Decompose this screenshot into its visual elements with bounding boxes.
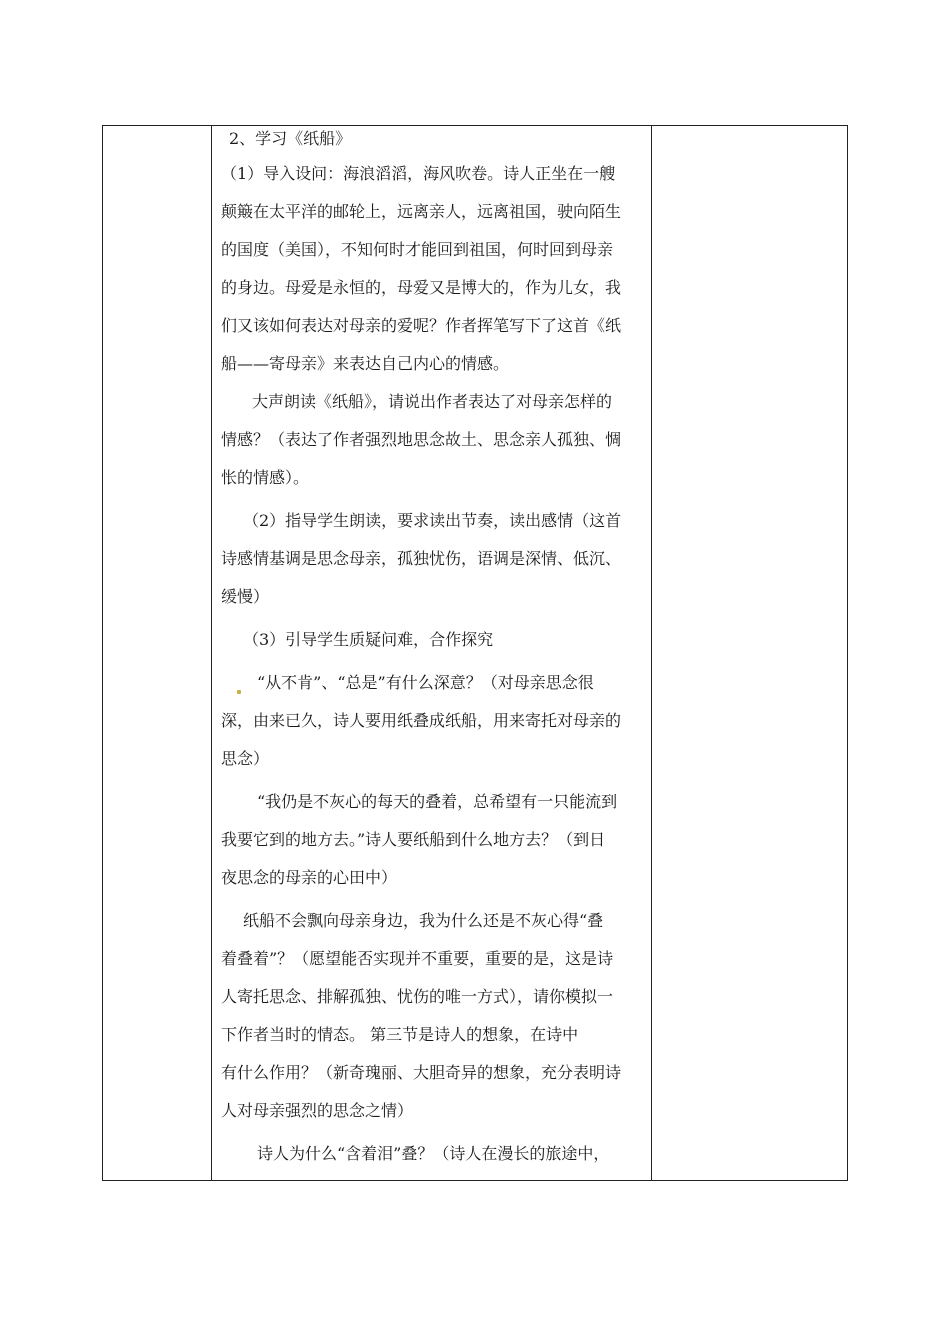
paragraph-line: “从不肯”、“总是”有什么深意？（对母亲思念很 — [257, 673, 594, 692]
paragraph-line: （1）导入设问：海浪滔滔，海风吹卷。诗人正坐在一艘 — [221, 164, 616, 183]
paragraph-line: （3）引导学生质疑问难，合作探究 — [243, 630, 494, 649]
paragraph-line: 着叠着”？（愿望能否实现并不重要，重要的是，这是诗 — [221, 949, 614, 968]
paragraph-line: 深，由来已久，诗人要用纸叠成纸船，用来寄托对母亲的 — [221, 711, 622, 730]
paragraph-line: 的身边。母爱是永恒的，母爱又是博大的，作为儿女，我 — [221, 278, 622, 297]
paragraph-line: 诗感情基调是思念母亲，孤独忧伤，语调是深情、低沉、 — [221, 549, 622, 568]
paragraph-line: 我要它到的地方去。”诗人要纸船到什么地方去？（到日 — [221, 830, 606, 849]
paragraph-line: 诗人为什么“含着泪”叠？（诗人在漫长的旅途中， — [257, 1144, 610, 1163]
paragraph-line: 人寄托思念、排解孤独、忧伤的唯一方式），请你模拟一 — [221, 987, 614, 1006]
paragraph-line: 颠簸在太平洋的邮轮上，远离亲人，远离祖国，驶向陌生 — [221, 202, 622, 221]
paragraph-line: 有什么作用？（新奇瑰丽、大胆奇异的想象，充分表明诗 — [221, 1063, 622, 1082]
paragraph-line: 怅的情感）。 — [221, 468, 310, 487]
paragraph-line: “我仍是不灰心的每天的叠着，总希望有一只能流到 — [257, 792, 618, 811]
paragraph-line: 大声朗读《纸船》，请说出作者表达了对母亲怎样的 — [252, 392, 613, 411]
paragraph-line: 们又该如何表达对母亲的爱呢？作者挥笔写下了这首《纸 — [221, 316, 622, 335]
lesson-table — [102, 125, 848, 1181]
paragraph-line: （2）指导学生朗读，要求读出节奏，读出感情（这首 — [243, 511, 622, 530]
section-heading: 2、学习《纸船》 — [229, 129, 352, 148]
paragraph-line: 纸船不会飘向母亲身边，我为什么还是不灰心得“叠 — [243, 911, 604, 930]
paragraph-line: 夜思念的母亲的心田中） — [221, 868, 398, 887]
paragraph-line: 的国度（美国），不知何时才能回到祖国，何时回到母亲 — [221, 240, 614, 259]
column-divider-right — [651, 126, 652, 1180]
bullet-mark — [237, 690, 241, 694]
paragraph-line: 人对母亲强烈的思念之情） — [221, 1101, 414, 1120]
paragraph-line: 船——寄母亲》来表达自己内心的情感。 — [221, 354, 510, 373]
paragraph-line: 情感？（表达了作者强烈地思念故土、思念亲人孤独、惆 — [221, 430, 622, 449]
paragraph-line: 缓慢） — [221, 587, 270, 606]
paragraph-line: 思念） — [221, 749, 270, 768]
column-divider-left — [211, 126, 212, 1180]
paragraph-line: 下作者当时的情态。 第三节是诗人的想象，在诗中 — [221, 1025, 579, 1044]
